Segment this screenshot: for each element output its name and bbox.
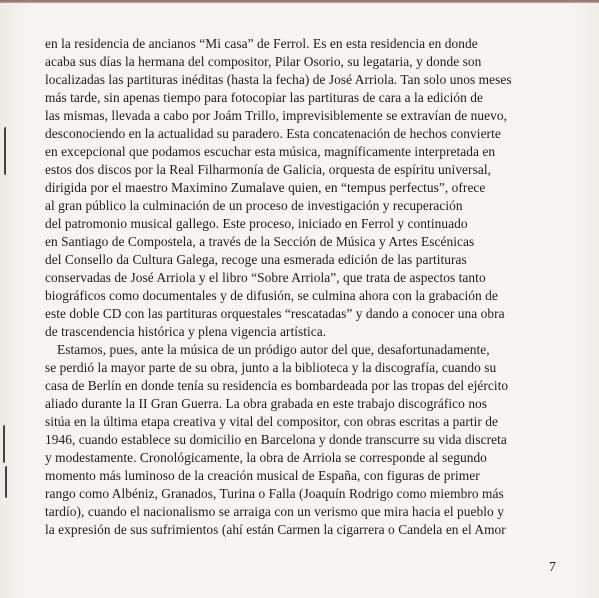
text-line: de trascendencia histórica y plena vigencia artística. [45, 324, 327, 339]
text-line: Estamos, pues, ante la música de un pródigo autor del que, desafortunadamente, [57, 342, 490, 357]
text-line: 1946, cuando establece su domicilio en Barcelona y donde transcurre su vida discreta [45, 432, 507, 447]
text-line: este doble CD con las partituras orquestales “rescatadas” y dando a conocer una obra [45, 306, 505, 321]
binding-mark [3, 425, 11, 463]
text-line: aliado durante la II Gran Guerra. La obra grabada en este trabajo discográfico nos [45, 396, 488, 411]
text-line: y modestamente. Cronológicamente, la obra de Arriola se corresponde al segundo [45, 450, 487, 465]
page-number: 7 [549, 560, 556, 575]
text-line: localizadas las partituras inéditas (hasta la fecha) de José Arriola. Tan solo unos meses [45, 72, 512, 87]
text-line: la expresión de sus sufrimientos (ahí están Carmen la cigarrera o Candela en el Amor [45, 522, 506, 537]
text-line: en Santiago de Compostela, a través de la Sección de Música y Artes Escénicas [45, 234, 475, 249]
text-line: rango como Albéniz, Granados, Turina o Falla (Joaquín Rodrigo como miembro más [45, 486, 504, 501]
binding-mark [4, 127, 12, 175]
page-top-edge [0, 0, 599, 3]
text-line: se perdió la mayor parte de su obra, junto a la biblioteca y la discografía, cuando su [45, 360, 497, 375]
text-line: acaba sus días la hermana del compositor, Pilar Osorio, su legataria, y donde son [45, 54, 482, 69]
text-line: dirigida por el maestro Maximino Zumalave quien, en “tempus perfectus”, ofrece [45, 180, 486, 195]
text-line: momento más luminoso de la creación musical de España, con figuras de primer [45, 468, 480, 483]
text-line: biográficos como documentales y de difusión, se culmina ahora con la grabación de [45, 288, 498, 303]
text-line: al gran público la culminación de un proceso de investigación y recuperación [45, 198, 463, 213]
text-line: del Consello da Cultura Galega, recoge una esmerada edición de las partituras [45, 252, 467, 267]
text-line: más tarde, sin apenas tiempo para fotocopiar las partituras de cara a la edición de [45, 90, 484, 105]
binding-mark [5, 466, 13, 498]
body-text [45, 35, 557, 539]
text-line: desconociendo en la actualidad su paradero. Esta concatenación de hechos convierte [45, 126, 501, 141]
text-line: casa de Berlín en donde tenía su residencia es bombardeada por las tropas del ejército [45, 378, 509, 393]
text-line: las mismas, llevada a cabo por Joám Trillo, imprevisiblemente se extravían de nuevo, [45, 108, 507, 123]
text-line: sitúa en la última etapa creativa y vital del compositor, con obras escritas a partir de [45, 414, 499, 429]
text-line: en la residencia de ancianos “Mi casa” de Ferrol. Es en esta residencia en donde [45, 36, 478, 51]
text-line: estos dos discos por la Real Filharmonía de Galicia, orquesta de espíritu universal, [45, 162, 491, 177]
text-line: tardío), cuando el nacionalismo se arraiga con un verismo que mira hacia el pueblo y [45, 504, 504, 519]
text-line: del patromonio musical gallego. Este proceso, iniciado en Ferrol y continuado [45, 216, 468, 231]
text-line: en excepcional que podamos escuchar esta música, magníficamente interpretada en [45, 144, 496, 159]
text-line: conservadas de José Arriola y el libro “Sobre Arriola”, que trata de aspectos tanto [45, 270, 486, 285]
